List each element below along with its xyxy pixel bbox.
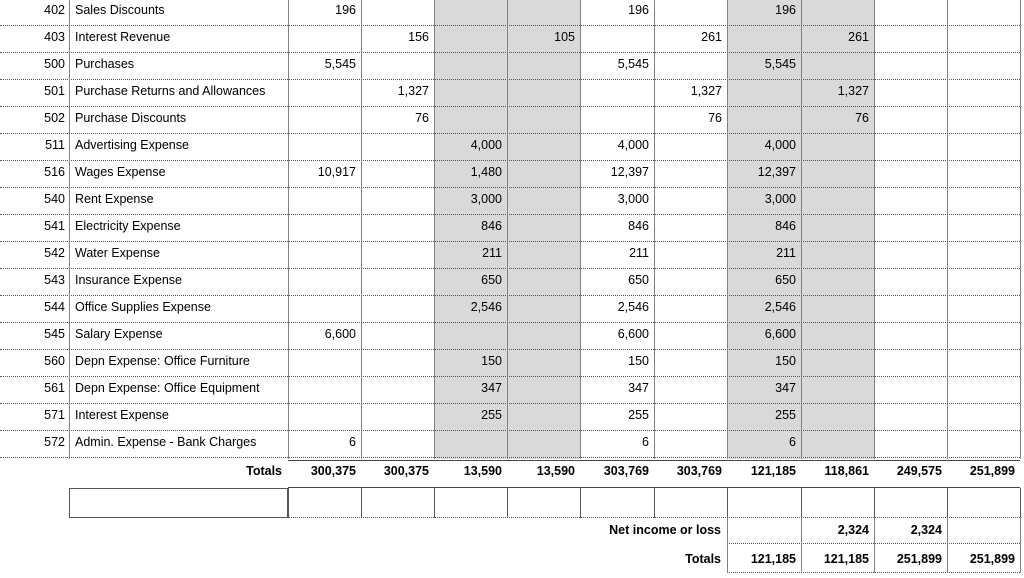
amount-cell: 347 <box>775 381 796 395</box>
account-code: 516 <box>44 165 65 179</box>
grid-vline <box>801 517 802 573</box>
row-divider <box>0 25 1020 26</box>
totals-cell: 249,575 <box>896 464 942 478</box>
amount-cell: 6 <box>349 435 356 449</box>
row-divider <box>0 160 1020 161</box>
amount-cell: 196 <box>628 3 649 17</box>
row-divider <box>0 214 1020 215</box>
account-code: 571 <box>44 408 65 422</box>
row-divider <box>0 430 1020 431</box>
amount-cell: 347 <box>628 381 649 395</box>
amount-cell: 650 <box>775 273 796 287</box>
amount-cell: 2,546 <box>470 300 502 314</box>
amount-cell: 1,327 <box>837 84 869 98</box>
account-name: Purchase Discounts <box>75 111 187 125</box>
amount-cell: 196 <box>335 3 356 17</box>
account-code: 542 <box>44 246 65 260</box>
row-divider <box>0 241 1020 242</box>
amount-cell: 211 <box>776 246 796 260</box>
row-divider <box>0 295 1020 296</box>
amount-cell: 10,917 <box>317 165 356 179</box>
amount-cell: 211 <box>629 246 649 260</box>
grid-vline <box>434 0 435 459</box>
account-code: 403 <box>44 30 65 44</box>
blank-amount-cell <box>361 488 435 518</box>
net-income-cell: 2,324 <box>910 523 942 537</box>
account-name: Depn Expense: Office Equipment <box>75 381 260 395</box>
grand-totals-label: Totals <box>685 552 721 566</box>
row-divider <box>0 79 1020 80</box>
account-code: 511 <box>45 138 65 152</box>
account-code: 543 <box>44 273 65 287</box>
amount-cell: 76 <box>415 111 429 125</box>
amount-cell: 846 <box>775 219 796 233</box>
amount-cell: 3,000 <box>764 192 796 206</box>
row-divider <box>0 187 1020 188</box>
grid-vline <box>874 0 875 459</box>
account-code: 502 <box>44 111 65 125</box>
blank-amount-cell <box>801 488 875 518</box>
amount-cell: 6 <box>789 435 796 449</box>
account-code: 402 <box>44 3 65 17</box>
amount-cell: 4,000 <box>764 138 796 152</box>
amount-cell: 2,546 <box>617 300 649 314</box>
amount-cell: 105 <box>554 30 575 44</box>
grid-vline <box>1020 0 1021 459</box>
account-name: Advertising Expense <box>75 138 189 152</box>
amount-cell: 347 <box>481 381 502 395</box>
account-name: Rent Expense <box>75 192 154 206</box>
account-code: 545 <box>44 327 65 341</box>
amount-cell: 650 <box>481 273 502 287</box>
amount-cell: 12,397 <box>757 165 796 179</box>
account-name: Office Supplies Expense <box>75 300 211 314</box>
account-name: Interest Revenue <box>75 30 171 44</box>
grid-vline <box>727 0 728 459</box>
amount-cell: 150 <box>628 354 649 368</box>
blank-amount-cell <box>874 488 948 518</box>
account-name: Purchases <box>75 57 135 71</box>
totals-cell: 303,769 <box>676 464 722 478</box>
totals-cell: 13,590 <box>536 464 575 478</box>
amount-cell: 211 <box>482 246 502 260</box>
amount-cell: 261 <box>701 30 722 44</box>
amount-cell: 5,545 <box>764 57 796 71</box>
totals-cell: 300,375 <box>310 464 356 478</box>
blank-amount-cell <box>947 488 1021 518</box>
account-name: Electricity Expense <box>75 219 181 233</box>
grid-vline <box>801 0 802 459</box>
amount-cell: 156 <box>408 30 429 44</box>
amount-cell: 5,545 <box>324 57 356 71</box>
account-code: 544 <box>44 300 65 314</box>
blank-account-cell <box>69 488 288 518</box>
amount-cell: 76 <box>855 111 869 125</box>
account-code: 572 <box>44 435 65 449</box>
totals-cell: 13,590 <box>463 464 502 478</box>
amount-cell: 3,000 <box>470 192 502 206</box>
grand-totals-cell: 251,899 <box>896 552 942 566</box>
account-name: Insurance Expense <box>75 273 183 287</box>
net-income-label: Net income or loss <box>609 523 721 537</box>
totals-cell: 121,185 <box>750 464 796 478</box>
amount-cell: 6,600 <box>324 327 356 341</box>
amount-cell: 6 <box>642 435 649 449</box>
row-divider <box>0 376 1020 377</box>
amount-cell: 255 <box>775 408 796 422</box>
grid-vline <box>1020 517 1021 573</box>
totals-label: Totals <box>246 464 282 478</box>
grid-vline <box>507 0 508 459</box>
amount-cell: 846 <box>481 219 502 233</box>
amount-cell: 1,480 <box>470 165 502 179</box>
grid-vline <box>654 0 655 459</box>
amount-cell: 4,000 <box>470 138 502 152</box>
amount-cell: 255 <box>628 408 649 422</box>
row-divider <box>0 322 1020 323</box>
amount-cell: 1,327 <box>690 84 722 98</box>
grand-totals-cell: 121,185 <box>823 552 869 566</box>
account-name: Salary Expense <box>75 327 163 341</box>
grid-vline <box>361 0 362 459</box>
amount-cell: 6,600 <box>617 327 649 341</box>
totals-cell: 300,375 <box>383 464 429 478</box>
account-code: 541 <box>44 219 65 233</box>
row-divider <box>0 106 1020 107</box>
amount-cell: 6,600 <box>764 327 796 341</box>
amount-cell: 3,000 <box>617 192 649 206</box>
grid-vline <box>947 517 948 573</box>
totals-top-rule <box>288 460 1020 461</box>
grid-vline <box>874 517 875 573</box>
row-divider <box>0 403 1020 404</box>
amount-cell: 150 <box>775 354 796 368</box>
amount-cell: 846 <box>628 219 649 233</box>
account-name: Sales Discounts <box>75 3 165 17</box>
account-code: 501 <box>44 84 65 98</box>
amount-cell: 255 <box>481 408 502 422</box>
totals-cell: 303,769 <box>603 464 649 478</box>
account-name: Depn Expense: Office Furniture <box>75 354 250 368</box>
blank-amount-cell <box>434 488 508 518</box>
grid-vline <box>288 0 289 459</box>
amount-cell: 150 <box>481 354 502 368</box>
blank-row-divider <box>288 517 1020 518</box>
account-name: Purchase Returns and Allowances <box>75 84 266 98</box>
grand-totals-cell: 121,185 <box>750 552 796 566</box>
grid-vline <box>947 0 948 459</box>
blank-amount-cell <box>288 488 362 518</box>
amount-cell: 12,397 <box>610 165 649 179</box>
row-divider <box>0 349 1020 350</box>
account-name: Admin. Expense - Bank Charges <box>75 435 257 449</box>
blank-amount-cell <box>580 488 655 518</box>
grid-vline <box>727 517 728 573</box>
account-name: Interest Expense <box>75 408 169 422</box>
amount-cell: 76 <box>708 111 722 125</box>
grid-vline <box>69 0 70 459</box>
account-code: 540 <box>44 192 65 206</box>
totals-cell: 118,861 <box>824 464 869 478</box>
net-income-cell: 2,324 <box>837 523 869 537</box>
amount-cell: 261 <box>848 30 869 44</box>
amount-cell: 650 <box>628 273 649 287</box>
row-divider <box>0 133 1020 134</box>
grid-vline <box>580 0 581 459</box>
amount-cell: 5,545 <box>617 57 649 71</box>
amount-cell: 1,327 <box>397 84 429 98</box>
totals-cell: 251,899 <box>969 464 1015 478</box>
amount-cell: 196 <box>775 3 796 17</box>
account-name: Wages Expense <box>75 165 166 179</box>
account-code: 500 <box>44 57 65 71</box>
blank-amount-cell <box>507 488 581 518</box>
grand-totals-cell: 251,899 <box>969 552 1015 566</box>
row-divider <box>0 268 1020 269</box>
account-name: Water Expense <box>75 246 160 260</box>
amount-cell: 2,546 <box>764 300 796 314</box>
row-divider <box>0 457 1020 458</box>
blank-amount-cell <box>654 488 728 518</box>
account-code: 560 <box>44 354 65 368</box>
amount-cell: 4,000 <box>617 138 649 152</box>
account-code: 561 <box>44 381 65 395</box>
row-divider <box>0 52 1020 53</box>
blank-amount-cell <box>727 488 802 518</box>
